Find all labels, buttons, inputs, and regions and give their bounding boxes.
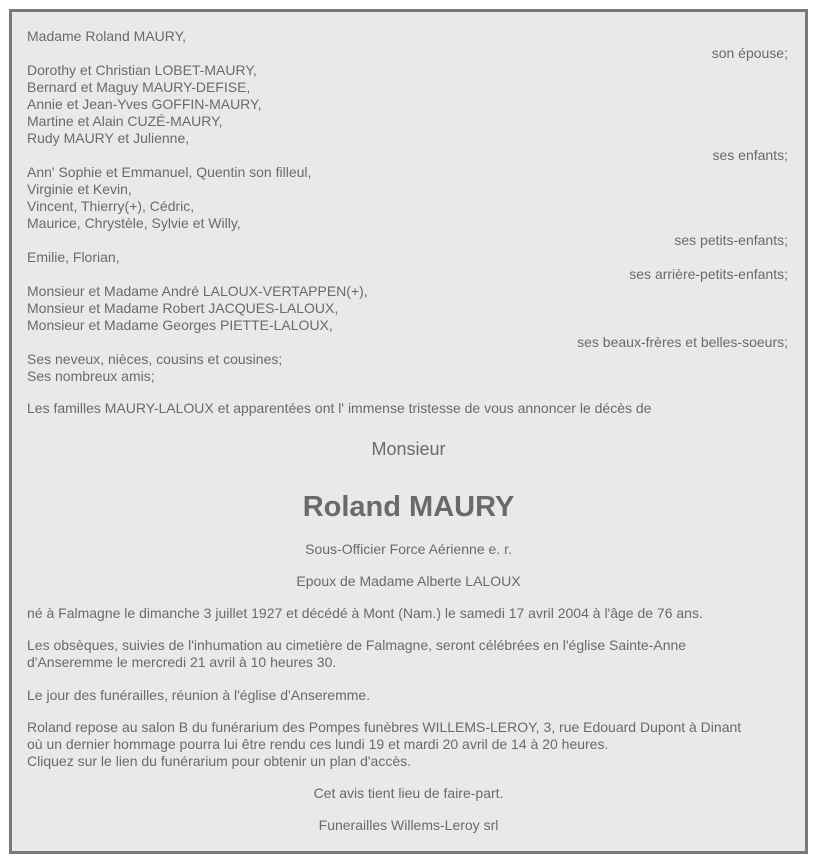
grandchildren-role: ses petits-enfants;	[674, 232, 788, 248]
child-line: Dorothy et Christian LOBET-MAURY,	[27, 62, 257, 78]
rank-line: Sous-Officier Force Aérienne e. r.	[305, 541, 512, 557]
grandchild-line: Virginie et Kevin,	[27, 181, 132, 197]
spouse-line: Epoux de Madame Alberte LALOUX	[296, 573, 521, 589]
great-grandchild-line: Emilie, Florian,	[27, 249, 120, 265]
grandchild-line: Vincent, Thierry(+), Cédric,	[27, 198, 195, 214]
in-law-line: Monsieur et Madame Robert JACQUES-LALOUX,	[27, 300, 339, 316]
relatives-line: Ses neveux, nièces, cousins et cousines;	[27, 351, 283, 367]
viewing-line: Roland repose au salon B du funérarium des Pompes funèbres WILLEMS-LEROY, 3, rue Edouard Dupont à Dinant	[27, 719, 742, 735]
in-law-line: Monsieur et Madame Georges PIETTE-LALOUX,	[27, 317, 333, 333]
in-law-line: Monsieur et Madame André LALOUX-VERTAPPEN(+),	[27, 283, 368, 299]
notice-line: Cet avis tient lieu de faire-part.	[313, 785, 504, 801]
birth-death-line: né à Falmagne le dimanche 3 juillet 1927 et décédé à Mont (Nam.) le samedi 17 avril 2004 à l'âge de 76 ans.	[27, 605, 703, 621]
children-role: ses enfants;	[712, 147, 788, 163]
announcement-text: Les familles MAURY-LALOUX et apparentées ont l' immense tristesse de vous annoncer le décès de	[27, 400, 652, 416]
funeral-line: Les obsèques, suivies de l'inhumation au cimetière de Falmagne, seront célébrées en l'église Sainte-Anne	[27, 637, 687, 653]
funeral-line: d'Anseremme le mercredi 21 avril à 10 heures 30.	[27, 654, 337, 670]
deceased-name: Roland MAURY	[302, 491, 515, 523]
great-grandchildren-role: ses arrière-petits-enfants;	[629, 266, 788, 282]
obituary-notice	[9, 9, 808, 854]
child-line: Rudy MAURY et Julienne,	[27, 130, 190, 146]
deceased-title: Monsieur	[371, 439, 446, 459]
child-line: Bernard et Maguy MAURY-DEFISE,	[27, 79, 251, 95]
meeting-line: Le jour des funérailles, réunion à l'église d'Anseremme.	[27, 687, 371, 703]
viewing-line: où un dernier hommage pourra lui être rendu ces lundi 19 et mardi 20 avril de 14 à 20 heures.	[27, 736, 609, 752]
child-line: Annie et Jean-Yves GOFFIN-MAURY,	[27, 96, 262, 112]
in-laws-role: ses beaux-frères et belles-soeurs;	[577, 334, 788, 350]
undertaker-line: Funerailles Willems-Leroy srl	[318, 817, 499, 833]
wife-line: Madame Roland MAURY,	[27, 28, 187, 44]
wife-role: son épouse;	[711, 45, 788, 61]
friends-line: Ses nombreux amis;	[27, 368, 155, 384]
grandchild-line: Maurice, Chrystèle, Sylvie et Willy,	[27, 215, 241, 231]
grandchild-line: Ann' Sophie et Emmanuel, Quentin son filleul,	[27, 164, 312, 180]
child-line: Martine et Alain CUZÉ-MAURY,	[27, 113, 223, 129]
funerarium-link-text[interactable]: Cliquez sur le lien du funérarium pour obtenir un plan d'accès.	[27, 753, 412, 769]
